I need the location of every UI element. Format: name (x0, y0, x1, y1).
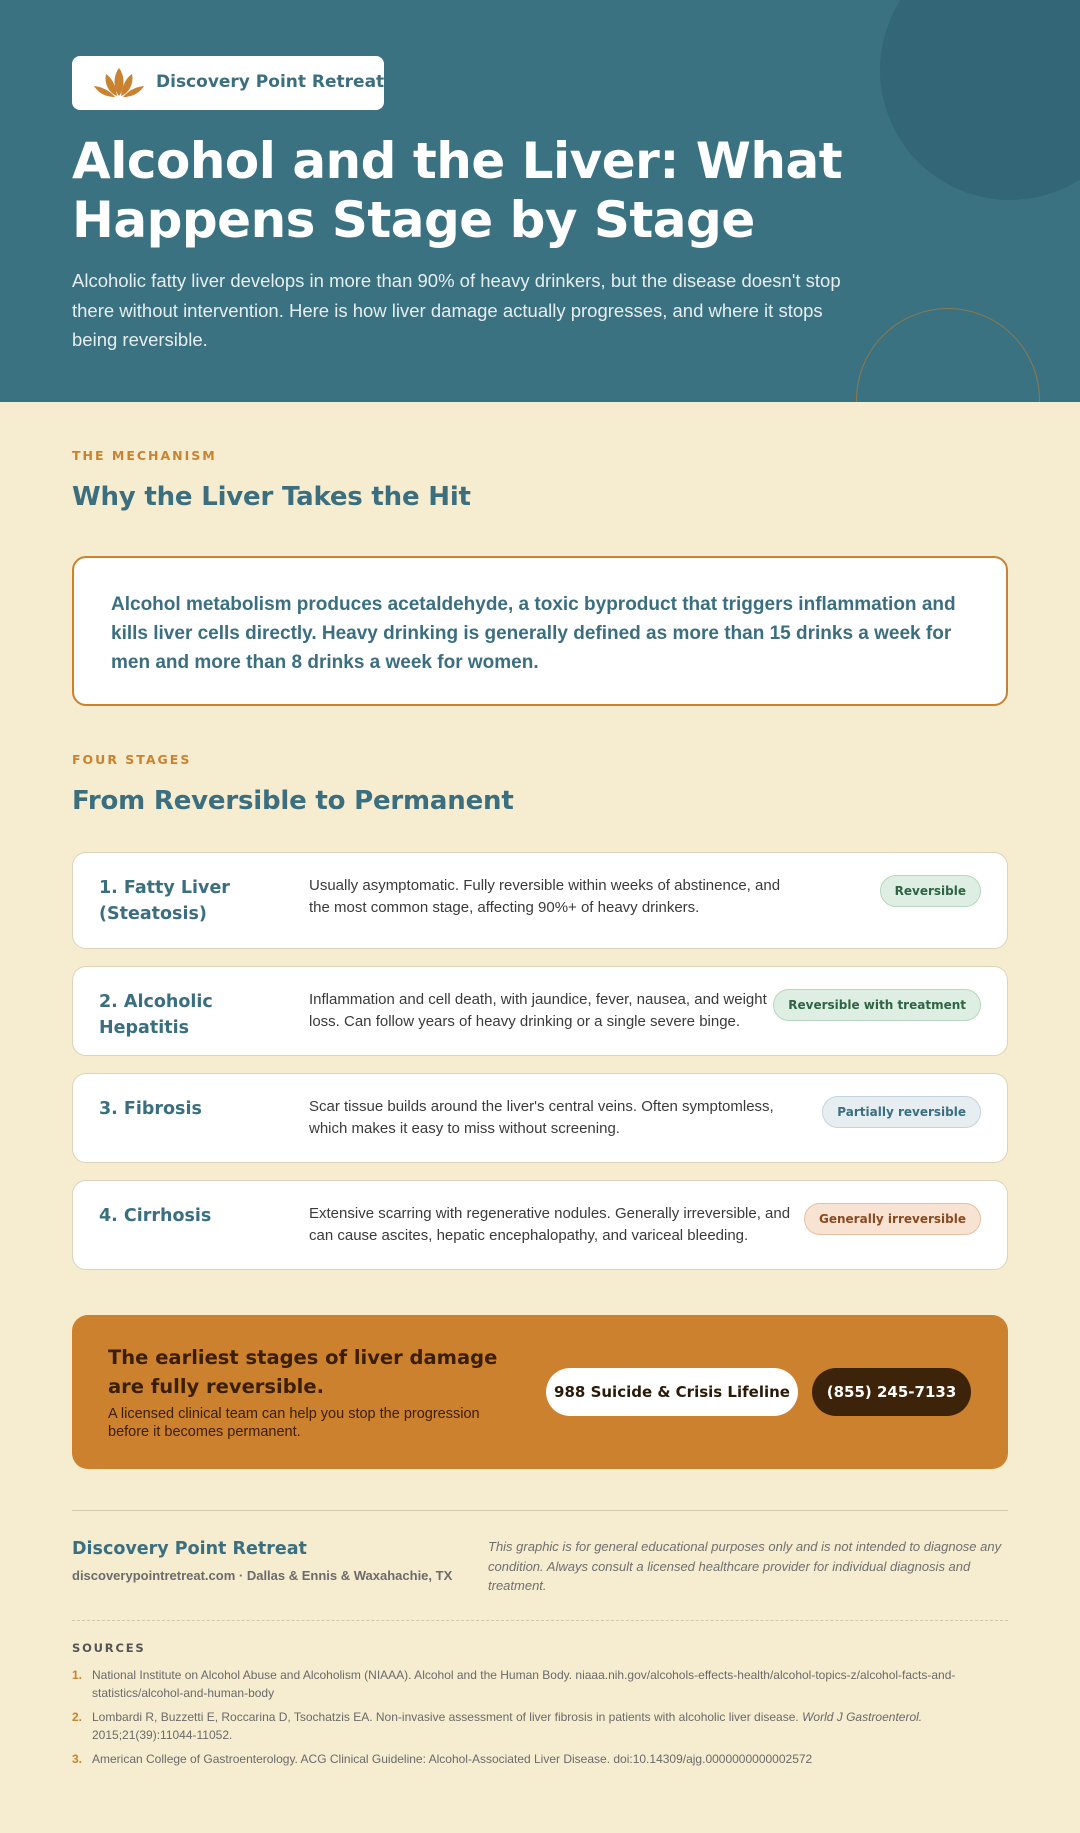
source-text: National Institute on Alcohol Abuse and Alcoholism (NIAAA). Alcohol and the Human Body. niaaa.nih.gov/alcohols-effects-health/alcohol-topics-z/alcohol-facts-and-statistics/alcohol-and-human-body (92, 1668, 956, 1700)
source-item (72, 1708, 1008, 1744)
source-number: 2. (72, 1710, 83, 1724)
mechanism-eyebrow: THE MECHANISM (72, 448, 217, 463)
mechanism-title: Why the Liver Takes the Hit (72, 482, 471, 512)
cta-banner (72, 1315, 1008, 1469)
status-badge: Reversible with treatment (773, 989, 981, 1021)
cta-subtitle: A licensed clinical team can help you stop the progression before it becomes permanent. (108, 1406, 480, 1440)
page-title: Alcohol and the Liver: What Happens Stage by Stage (72, 132, 843, 249)
sources-heading: SOURCES (72, 1641, 146, 1655)
footer-brand: Discovery Point Retreat (72, 1539, 307, 1559)
stage-description: Inflammation and cell death, with jaundice, fever, nausea, and weight loss. Can follow years of heavy drinking or a single severe binge. (309, 991, 767, 1030)
stage-title: 2. Alcoholic Hepatitis (99, 992, 213, 1038)
stage-title: 1. Fatty Liver (Steatosis) (99, 878, 230, 924)
source-number: 3. (72, 1752, 83, 1766)
source-citation: 2015;21(39):11044-11052. (92, 1728, 233, 1742)
lotus-icon (92, 66, 146, 100)
stage-description: Usually asymptomatic. Fully reversible within weeks of abstinence, and the most common stage, affecting 90%+ of heavy drinkers. (309, 877, 781, 916)
stage-card-fibrosis (72, 1073, 1008, 1163)
footer-meta: discoverypointretreat.com · Dallas & Ennis & Waxahachie, TX (72, 1568, 453, 1583)
hero-banner (0, 0, 1080, 402)
stage-description: Extensive scarring with regenerative nodules. Generally irreversible, and can cause ascites, hepatic encephalopathy, and variceal bleeding. (309, 1205, 791, 1244)
crisis-lifeline-button[interactable]: 988 Suicide & Crisis Lifeline (546, 1368, 798, 1416)
sources-divider (72, 1620, 1008, 1621)
status-badge: Generally irreversible (804, 1203, 981, 1235)
status-badge: Reversible (880, 875, 981, 907)
stage-title: 3. Fibrosis (99, 1099, 202, 1119)
call-phone-button[interactable]: (855) 245-7133 (812, 1368, 971, 1416)
decorative-ring (856, 308, 1040, 402)
stage-card-cirrhosis (72, 1180, 1008, 1270)
stage-description: Scar tissue builds around the liver's central veins. Often symptomless, which makes it easy to miss without screening. (309, 1098, 774, 1137)
source-journal: World J Gastroenterol. (802, 1710, 923, 1724)
disclaimer-text: This graphic is for general educational purposes only and is not intended to diagnose any condition. Always consult a licensed healthcare provider for individual diagnosis and treatment. (488, 1539, 1002, 1593)
source-number: 1. (72, 1668, 83, 1682)
stages-eyebrow: FOUR STAGES (72, 752, 192, 767)
source-text-wrap (92, 1708, 1008, 1744)
source-item (72, 1666, 1008, 1702)
stage-card-fatty-liver (72, 852, 1008, 949)
status-badge: Partially reversible (822, 1096, 981, 1128)
callout-text: Alcohol metabolism produces acetaldehyde, a toxic byproduct that triggers inflammation and kills liver cells directly. Heavy drinking is generally defined as more than 15 drinks a week for men and more than 8 drinks a week for women. (111, 594, 956, 673)
brand-name: Discovery Point Retreat (156, 72, 385, 92)
stage-card-alcoholic-hepatitis (72, 966, 1008, 1056)
stages-title: From Reversible to Permanent (72, 786, 514, 816)
source-text: Lombardi R, Buzzetti E, Roccarina D, Tsochatzis EA. Non-invasive assessment of liver fibrosis in patients with alcoholic liver disease. (92, 1710, 799, 1724)
brand-logo-pill[interactable] (72, 56, 384, 110)
source-item (72, 1750, 1008, 1768)
footer-divider (72, 1510, 1008, 1511)
cta-title: The earliest stages of liver damage are fully reversible. (108, 1346, 498, 1398)
source-text: American College of Gastroenterology. ACG Clinical Guideline: Alcohol-Associated Liver Disease. doi:10.14309/ajg.0000000000002572 (92, 1752, 813, 1766)
mechanism-callout (72, 556, 1008, 706)
stage-title: 4. Cirrhosis (99, 1206, 212, 1226)
hero-subtitle: Alcoholic fatty liver develops in more than 90% of heavy drinkers, but the disease doesn't stop there without intervention. Here is how liver damage actually progresses, and where it stops being reversible. (72, 270, 841, 350)
